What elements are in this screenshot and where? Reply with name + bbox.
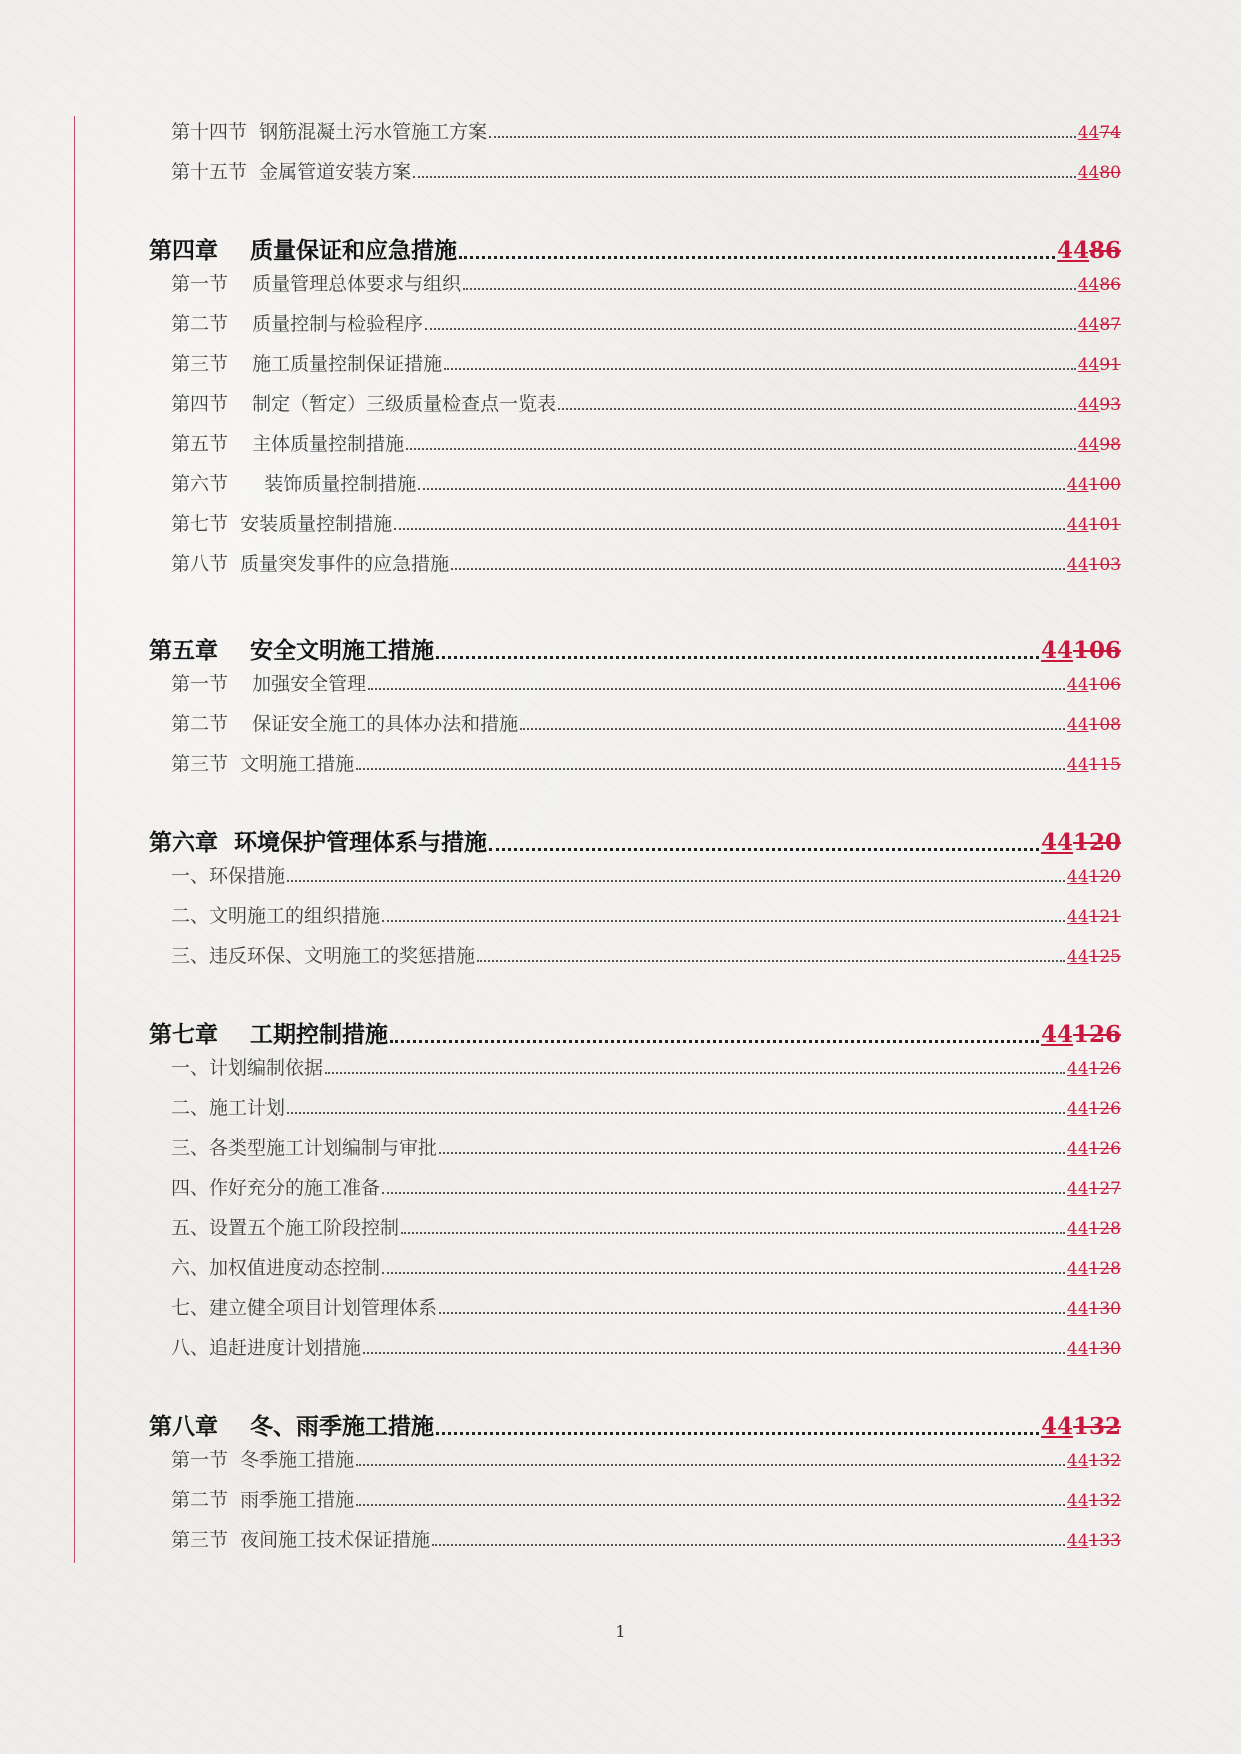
- toc-section-entry[interactable]: [0, 1444, 1121, 1470]
- page-ref-inserted: 44: [1066, 1339, 1089, 1359]
- section-title: 第一节 加强安全管理: [171, 673, 367, 695]
- page-ref-inserted: 44: [1066, 1531, 1089, 1551]
- page-ref: [1067, 1341, 1121, 1358]
- dot-leader: [432, 1544, 1065, 1546]
- page-ref-deleted: 126: [1088, 1139, 1121, 1159]
- page-ref: [1057, 239, 1121, 262]
- page-ref-inserted: 44: [1066, 947, 1089, 967]
- toc-section-entry[interactable]: [0, 116, 1121, 142]
- chapter-title: 第七章 工期控制措施: [149, 1021, 389, 1048]
- page-ref: [1078, 437, 1121, 454]
- page-ref-inserted: 44: [1066, 515, 1089, 535]
- section-title: 第三节 夜间施工技术保证措施: [171, 1529, 431, 1551]
- toc-section-entry[interactable]: [0, 668, 1121, 694]
- page-ref-inserted: 44: [1066, 715, 1089, 735]
- page-ref-deleted: 115: [1088, 755, 1121, 775]
- page-ref-inserted: 44: [1066, 867, 1089, 887]
- toc-section-entry[interactable]: [0, 1212, 1121, 1238]
- chapter-title: 第六章 环境保护管理体系与措施: [149, 829, 488, 856]
- page-ref: [1067, 557, 1121, 574]
- section-title: 一、环保措施: [171, 865, 286, 887]
- page-ref-deleted: 133: [1088, 1531, 1121, 1551]
- page-ref-deleted: 120: [1088, 867, 1121, 887]
- page-ref: [1067, 1453, 1121, 1470]
- section-title: 第十四节 钢筋混凝土污水管施工方案: [171, 121, 488, 143]
- dot-leader: [287, 880, 1065, 882]
- dot-leader: [382, 1272, 1065, 1274]
- toc-section-entry[interactable]: [0, 1092, 1121, 1118]
- page-ref-inserted: 44: [1066, 755, 1089, 775]
- dot-leader: [489, 136, 1076, 138]
- page-ref-deleted: 101: [1088, 515, 1121, 535]
- page-ref-deleted: 130: [1088, 1299, 1121, 1319]
- page-ref: [1041, 1023, 1121, 1046]
- toc-section-entry[interactable]: [0, 156, 1121, 182]
- page-ref-inserted: 44: [1066, 1491, 1089, 1511]
- dot-leader: [451, 568, 1065, 570]
- toc-section-entry[interactable]: [0, 508, 1121, 534]
- section-title: 二、施工计划: [171, 1097, 286, 1119]
- dot-leader: [401, 1232, 1065, 1234]
- page-ref-inserted: 44: [1066, 1139, 1089, 1159]
- section-title: 第三节 文明施工措施: [171, 753, 355, 775]
- toc-chapter-entry[interactable]: [0, 1020, 1121, 1046]
- dot-leader: [413, 176, 1076, 178]
- page-ref: [1067, 1301, 1121, 1318]
- page-ref: [1067, 949, 1121, 966]
- dot-leader: [356, 1504, 1065, 1506]
- page-ref-deleted: 126: [1088, 1059, 1121, 1079]
- toc-section-entry[interactable]: [0, 388, 1121, 414]
- page-ref-deleted: 125: [1088, 947, 1121, 967]
- page-ref-inserted: 44: [1040, 829, 1073, 856]
- page-ref-deleted: 121: [1088, 907, 1121, 927]
- page-ref-inserted: 44: [1066, 1299, 1089, 1319]
- dot-leader: [436, 1432, 1039, 1435]
- page-ref: [1067, 1181, 1121, 1198]
- page-ref-deleted: 74: [1099, 123, 1121, 143]
- page-ref-deleted: 87: [1099, 315, 1121, 335]
- page-ref-inserted: 44: [1040, 637, 1073, 664]
- page-ref: [1067, 1261, 1121, 1278]
- page-ref-deleted: 98: [1099, 435, 1121, 455]
- page-ref-deleted: 132: [1072, 1413, 1121, 1440]
- page-ref-deleted: 130: [1088, 1339, 1121, 1359]
- toc-section-entry[interactable]: [0, 1524, 1121, 1550]
- section-title: 三、各类型施工计划编制与审批: [171, 1137, 438, 1159]
- section-title: 第二节 雨季施工措施: [171, 1489, 355, 1511]
- page-ref: [1078, 165, 1121, 182]
- page-ref-deleted: 127: [1088, 1179, 1121, 1199]
- toc-chapter-entry[interactable]: [0, 236, 1121, 262]
- section-title: 第二节 质量控制与检验程序: [171, 313, 424, 335]
- section-title: 第四节 制定（暂定）三级质量检查点一览表: [171, 393, 557, 415]
- page-ref-inserted: 44: [1066, 1259, 1089, 1279]
- dot-leader: [368, 688, 1065, 690]
- page-ref-deleted: 86: [1088, 237, 1121, 264]
- dot-leader: [459, 256, 1055, 259]
- page-ref: [1067, 677, 1121, 694]
- dot-leader: [325, 1072, 1065, 1074]
- page-ref-inserted: 44: [1077, 435, 1100, 455]
- dot-leader: [444, 368, 1076, 370]
- section-title: 第八节 质量突发事件的应急措施: [171, 553, 450, 575]
- section-title: 六、加权值进度动态控制: [171, 1257, 381, 1279]
- page-ref: [1067, 1533, 1121, 1550]
- page-ref-deleted: 126: [1088, 1099, 1121, 1119]
- section-title: 三、违反环保、文明施工的奖惩措施: [171, 945, 476, 967]
- dot-leader: [382, 920, 1065, 922]
- toc-section-entry[interactable]: [0, 708, 1121, 734]
- page-ref-inserted: 44: [1066, 1219, 1089, 1239]
- page-ref-inserted: 44: [1077, 123, 1100, 143]
- chapter-title: 第八章 冬、雨季施工措施: [149, 1413, 435, 1440]
- page-ref-deleted: 103: [1088, 555, 1121, 575]
- page-ref-inserted: 44: [1066, 1059, 1089, 1079]
- section-title: 第五节 主体质量控制措施: [171, 433, 405, 455]
- page-ref: [1041, 639, 1121, 662]
- dot-leader: [356, 1464, 1065, 1466]
- page-ref-deleted: 106: [1088, 675, 1121, 695]
- page-ref-inserted: 44: [1077, 163, 1100, 183]
- page-ref-deleted: 132: [1088, 1451, 1121, 1471]
- toc-section-entry[interactable]: [0, 940, 1121, 966]
- section-title: 五、设置五个施工阶段控制: [171, 1217, 400, 1239]
- page-ref-inserted: 44: [1077, 275, 1100, 295]
- page-ref-deleted: 128: [1088, 1259, 1121, 1279]
- page-ref-deleted: 108: [1088, 715, 1121, 735]
- toc-section-entry[interactable]: [0, 268, 1121, 294]
- toc-section-entry[interactable]: [0, 348, 1121, 374]
- page-ref: [1067, 1101, 1121, 1118]
- dot-leader: [382, 1192, 1065, 1194]
- page-ref-inserted: 44: [1056, 237, 1089, 264]
- toc-section-entry[interactable]: [0, 1252, 1121, 1278]
- page-ref-inserted: 44: [1066, 1099, 1089, 1119]
- toc-section-entry[interactable]: [0, 748, 1121, 774]
- page-ref: [1067, 869, 1121, 886]
- page-ref-inserted: 44: [1066, 1451, 1089, 1471]
- toc-section-entry[interactable]: [0, 1172, 1121, 1198]
- toc-section-entry[interactable]: [0, 1484, 1121, 1510]
- toc-section-entry[interactable]: [0, 860, 1121, 886]
- page-ref-deleted: 126: [1072, 1021, 1121, 1048]
- toc-section-entry[interactable]: [0, 548, 1121, 574]
- dot-leader: [406, 448, 1076, 450]
- page-number: 1: [615, 1622, 626, 1641]
- page-ref: [1067, 517, 1121, 534]
- page-ref-inserted: 44: [1040, 1021, 1073, 1048]
- page-ref: [1067, 477, 1121, 494]
- page-ref: [1078, 277, 1121, 294]
- page-ref: [1078, 125, 1121, 142]
- section-title: 第二节 保证安全施工的具体办法和措施: [171, 713, 519, 735]
- page-ref-deleted: 132: [1088, 1491, 1121, 1511]
- chapter-title: 第四章 质量保证和应急措施: [149, 237, 458, 264]
- toc-section-entry[interactable]: [0, 1052, 1121, 1078]
- page-ref-inserted: 44: [1066, 555, 1089, 575]
- dot-leader: [436, 656, 1039, 659]
- page-ref: [1078, 397, 1121, 414]
- page-ref: [1067, 909, 1121, 926]
- page-ref: [1041, 831, 1121, 854]
- page-ref-inserted: 44: [1066, 1179, 1089, 1199]
- section-title: 第三节 施工质量控制保证措施: [171, 353, 443, 375]
- page-ref: [1067, 1493, 1121, 1510]
- section-title: 二、文明施工的组织措施: [171, 905, 381, 927]
- dot-leader: [394, 528, 1065, 530]
- dot-leader: [356, 768, 1065, 770]
- section-title: 第一节 质量管理总体要求与组织: [171, 273, 462, 295]
- section-title: 第七节 安装质量控制措施: [171, 513, 393, 535]
- page-ref-inserted: 44: [1066, 907, 1089, 927]
- page-ref: [1067, 1141, 1121, 1158]
- page-ref-deleted: 93: [1099, 395, 1121, 415]
- toc-section-entry[interactable]: [0, 468, 1121, 494]
- page-ref: [1067, 717, 1121, 734]
- page-ref-deleted: 86: [1099, 275, 1121, 295]
- page-ref: [1078, 357, 1121, 374]
- page-ref: [1067, 1221, 1121, 1238]
- toc-chapter-entry[interactable]: [0, 1412, 1121, 1438]
- section-title: 第一节 冬季施工措施: [171, 1449, 355, 1471]
- page-ref-inserted: 44: [1077, 355, 1100, 375]
- toc-section-entry[interactable]: [0, 1332, 1121, 1358]
- toc-chapter-entry[interactable]: [0, 636, 1121, 662]
- page-ref: [1067, 1061, 1121, 1078]
- dot-leader: [489, 848, 1039, 851]
- toc-section-entry[interactable]: [0, 428, 1121, 454]
- dot-leader: [287, 1112, 1065, 1114]
- page-ref-deleted: 128: [1088, 1219, 1121, 1239]
- page-ref-deleted: 120: [1072, 829, 1121, 856]
- page-ref-deleted: 100: [1088, 475, 1121, 495]
- dot-leader: [418, 488, 1065, 490]
- section-title: 四、作好充分的施工准备: [171, 1177, 381, 1199]
- toc-chapter-entry[interactable]: [0, 828, 1121, 854]
- page-ref-inserted: 44: [1077, 395, 1100, 415]
- dot-leader: [363, 1352, 1065, 1354]
- chapter-title: 第五章 安全文明施工措施: [149, 637, 435, 664]
- dot-leader: [425, 328, 1076, 330]
- section-title: 八、追赶进度计划措施: [171, 1337, 362, 1359]
- page-ref: [1067, 757, 1121, 774]
- dot-leader: [558, 408, 1076, 410]
- page-ref-inserted: 44: [1066, 475, 1089, 495]
- toc-section-entry[interactable]: [0, 900, 1121, 926]
- dot-leader: [463, 288, 1076, 290]
- page-ref-inserted: 44: [1040, 1413, 1073, 1440]
- dot-leader: [439, 1312, 1065, 1314]
- dot-leader: [390, 1040, 1039, 1043]
- page-ref: [1078, 317, 1121, 334]
- dot-leader: [520, 728, 1065, 730]
- section-title: 七、建立健全项目计划管理体系: [171, 1297, 438, 1319]
- page-ref-deleted: 106: [1072, 637, 1121, 664]
- toc-section-entry[interactable]: [0, 1292, 1121, 1318]
- dot-leader: [439, 1152, 1065, 1154]
- section-title: 一、计划编制依据: [171, 1057, 324, 1079]
- dot-leader: [477, 960, 1065, 962]
- page-ref-inserted: 44: [1077, 315, 1100, 335]
- page-ref: [1041, 1415, 1121, 1438]
- page-ref-deleted: 91: [1099, 355, 1121, 375]
- page-ref-inserted: 44: [1066, 675, 1089, 695]
- page-ref-deleted: 80: [1099, 163, 1121, 183]
- toc-section-entry[interactable]: [0, 1132, 1121, 1158]
- toc-section-entry[interactable]: [0, 308, 1121, 334]
- section-title: 第六节 装饰质量控制措施: [171, 473, 417, 495]
- section-title: 第十五节 金属管道安装方案: [171, 161, 412, 183]
